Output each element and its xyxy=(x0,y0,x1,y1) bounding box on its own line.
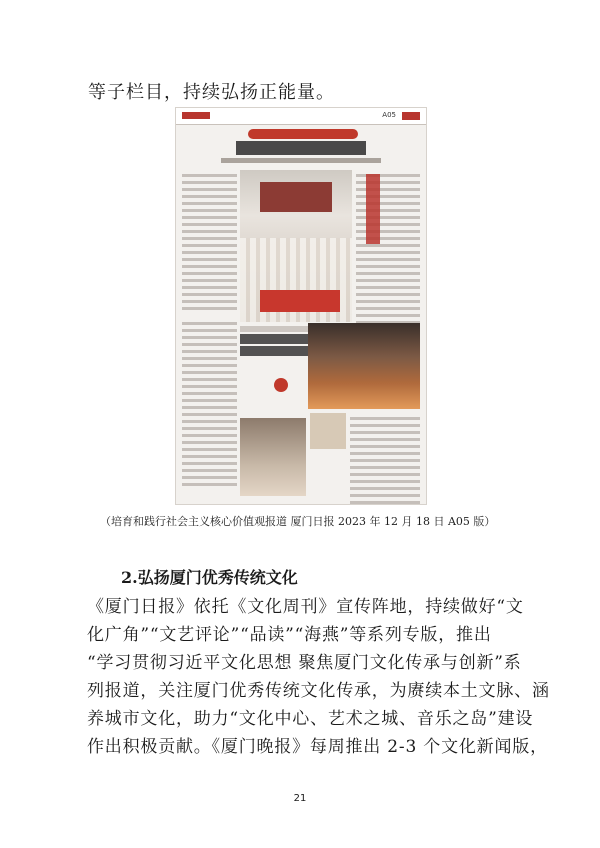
newspaper-subheadline xyxy=(221,158,381,163)
paragraph-line: 养城市文化，助力“文化中心、艺术之城、音乐之岛”建设 xyxy=(87,709,534,729)
newspaper-concert-photo xyxy=(308,323,420,409)
newspaper-left-column-lower xyxy=(182,318,237,498)
body-paragraph xyxy=(87,593,550,761)
newspaper-logo xyxy=(182,112,210,119)
section-heading: 2.弘扬厦门优秀传统文化 xyxy=(121,568,298,587)
paragraph-line: “学习贯彻习近平文化思想 聚焦厦门文化传承与创新”系 xyxy=(87,653,522,673)
newspaper-page-image xyxy=(175,107,427,505)
figure-caption: （培育和践行社会主义核心价值观报道 厦门日报 2023 年 12 月 18 日 A05 版） xyxy=(100,515,496,528)
newspaper-number-badge-1 xyxy=(274,378,288,392)
newspaper-performance-photo xyxy=(240,418,306,496)
newspaper-bottom-right-column xyxy=(350,413,420,498)
newspaper-header xyxy=(176,108,426,125)
newspaper-small-photo xyxy=(310,413,346,449)
newspaper-page-code: A05 xyxy=(382,111,396,119)
newspaper-banner xyxy=(248,129,358,139)
paragraph-line: 《厦门日报》依托《文化周刊》宣传阵地，持续做好“文 xyxy=(87,597,524,617)
newspaper-headline xyxy=(236,141,366,155)
page-number: 21 xyxy=(293,793,307,804)
newspaper-section-tag xyxy=(402,112,420,120)
paragraph-line: 作出积极贡献。《厦门晚报》每周推出 2-3 个文化新闻版， xyxy=(87,737,548,757)
newspaper-vertical-title xyxy=(366,174,380,244)
paragraph-line: 列报道，关注厦门优秀传统文化传承，为赓续本土文脉、涵 xyxy=(87,681,550,701)
paragraph-line: 化广角”“文艺评论”“品读”“海燕”等系列专版，推出 xyxy=(87,625,492,645)
top-text-line: 等子栏目，持续弘扬正能量。 xyxy=(88,82,335,103)
newspaper-left-column xyxy=(182,170,237,310)
newspaper-main-photo xyxy=(240,170,352,322)
